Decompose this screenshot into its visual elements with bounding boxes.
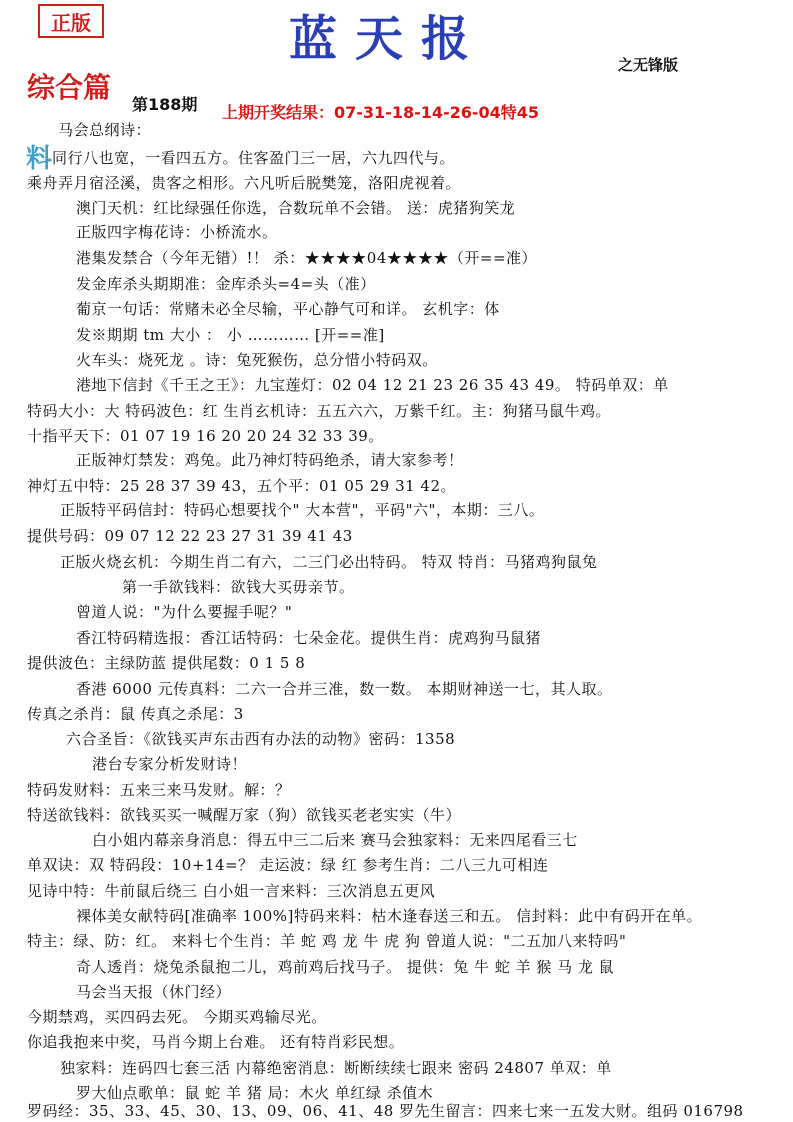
text-line: 特送欲钱料：欲钱买买一喊醒万家（狗）欲钱买老老实实（牛） <box>27 806 462 824</box>
text-line: 见诗中特：牛前鼠后绕三 白小姐一言来料：三次消息五更风 <box>27 882 436 900</box>
text-line: 发※期期 tm 大小 ： 小 ………… [开==准] <box>76 326 385 344</box>
side-decoration-char: 料 <box>26 144 53 174</box>
text-line: 港地下信封《千王之王》：九宝莲灯：02 04 12 21 23 26 35 43 49。 特码单双：单 <box>76 376 669 394</box>
text-line: 单双诀：双 特码段：10+14=？ 走运波：绿 红 参考生肖：二八三九可相连 <box>27 856 549 874</box>
text-line: 正版特平码信封：特码心想要找个" 大本营"，平码"六"，本期：三八。 <box>60 501 545 519</box>
text-line: 裸体美女献特码[准确率 100%]特码来料：枯木逢春送三和五。 信封料：此中有码开在单。 <box>76 907 703 925</box>
text-line: 乘舟弄月宿泾溪，贵客之相形。六凡听后脱樊笼，洛阳虎视着。 <box>27 174 462 192</box>
text-line: 罗码经：35、33、45、30、13、09、06、41、48 罗先生留言：四来七来一五发大财。组码 016798 <box>27 1102 744 1120</box>
text-line: 特主：绿、防：红。 来料七个生肖：羊 蛇 鸡 龙 牛 虎 狗 曾道人说："二五加八来特吗" <box>27 932 627 950</box>
text-line: 第一手欲钱料：欲钱大买毋亲节。 <box>122 578 355 596</box>
section-title: 综合篇 <box>27 71 112 104</box>
text-line: 你追我抱来中奖，马肖今期上台难。 还有特肖彩民想。 <box>27 1033 405 1051</box>
text-line: 马会当天报（休门经） <box>76 983 232 1001</box>
text-line: 香江特码精选报：香江话特码：七朵金花。提供生肖：虎鸡狗马鼠猪 <box>76 629 542 647</box>
text-line: 马会总纲诗： <box>58 121 152 139</box>
text-line: 六合圣旨：《欲钱买声东击西有办法的动物》密码：1358 <box>66 730 456 748</box>
edition-label: 之无锋版 <box>618 56 679 74</box>
text-line: 澳门天机：红比绿强任你选，合数玩单不会错。 送：虎猪狗笑龙 <box>76 199 516 217</box>
text-line: 正版四字梅花诗：小桥流水。 <box>76 223 278 241</box>
text-line: 香港 6000 元传真料：二六一合并三准，数一数。 本期财神送一七，其人取。 <box>76 680 613 698</box>
text-line: 十指平天下：01 07 19 16 20 20 24 32 33 39。 <box>27 427 384 445</box>
text-line: 火车头：烧死龙 。诗：兔死猴伤，总分惜小特码双。 <box>76 351 438 369</box>
text-line: 正版火烧玄机：今期生肖二有六，二三门必出特码。 特双 特肖：马猪鸡狗鼠兔 <box>60 553 598 571</box>
text-line: 提供波色：主绿防蓝 提供尾数：0 1 5 8 <box>27 654 306 672</box>
text-line: 今期禁鸡，买四码去死。 今期买鸡输尽光。 <box>27 1008 327 1026</box>
text-line: 正版神灯禁发：鸡兔。此乃神灯特码绝杀，请大家参考！ <box>76 451 464 469</box>
masthead-title: 蓝天报 <box>288 11 487 67</box>
text-line: 白小姐内幕亲身消息：得五中三二后来 赛马会独家料：无来四尾看三七 <box>92 831 578 849</box>
text-line: 罗大仙点歌单：鼠 蛇 羊 猪 局：木火 单红绿 杀值木 <box>76 1084 434 1102</box>
issue-number: 第188期 <box>132 95 198 114</box>
text-line: 特码发财料：五来三来马发财。解：？ <box>27 781 291 799</box>
text-line: 特码大小：大 特码波色：红 生肖玄机诗：五五六六，万紫千红。主：狗猪马鼠牛鸡。 <box>27 402 612 420</box>
text-line: 曾道人说："为什么要握手呢？" <box>76 603 293 621</box>
text-line: 神灯五中特：25 28 37 39 43，五个平：01 05 29 31 42。 <box>27 477 457 495</box>
text-line: 独家料：连码四七套三活 内幕绝密消息：断断续续七跟来 密码 24807 单双：单 <box>60 1059 612 1077</box>
text-line: 港台专家分析发财诗！ <box>92 755 248 773</box>
text-line: 葡京一句话：常赌未必全尽输，平心静气可和详。 玄机字：体 <box>76 300 500 318</box>
text-line: 港集发禁合（今年无错）!！ 杀：★★★★04★★★★（开==准） <box>76 249 538 267</box>
text-line: 提供号码：09 07 12 22 23 27 31 39 41 43 <box>27 527 353 545</box>
text-line: 传真之杀肖：鼠 传真之杀尾：3 <box>27 705 244 723</box>
last-result: 上期开奖结果：07-31-18-14-26-04特45 <box>222 103 540 122</box>
text-line: 发金库杀头期期准：金库杀头=4=头（准） <box>76 275 376 293</box>
text-line: 奇人透肖：烧兔杀鼠抱二儿，鸡前鸡后找马子。 提供：兔 牛 蛇 羊 猴 马 龙 鼠 <box>76 958 615 976</box>
edition-stamp: 正版 <box>38 4 104 38</box>
text-line: 同行八也宽，一看四五方。住客盈门三一居，六九四代与。 <box>52 149 456 167</box>
